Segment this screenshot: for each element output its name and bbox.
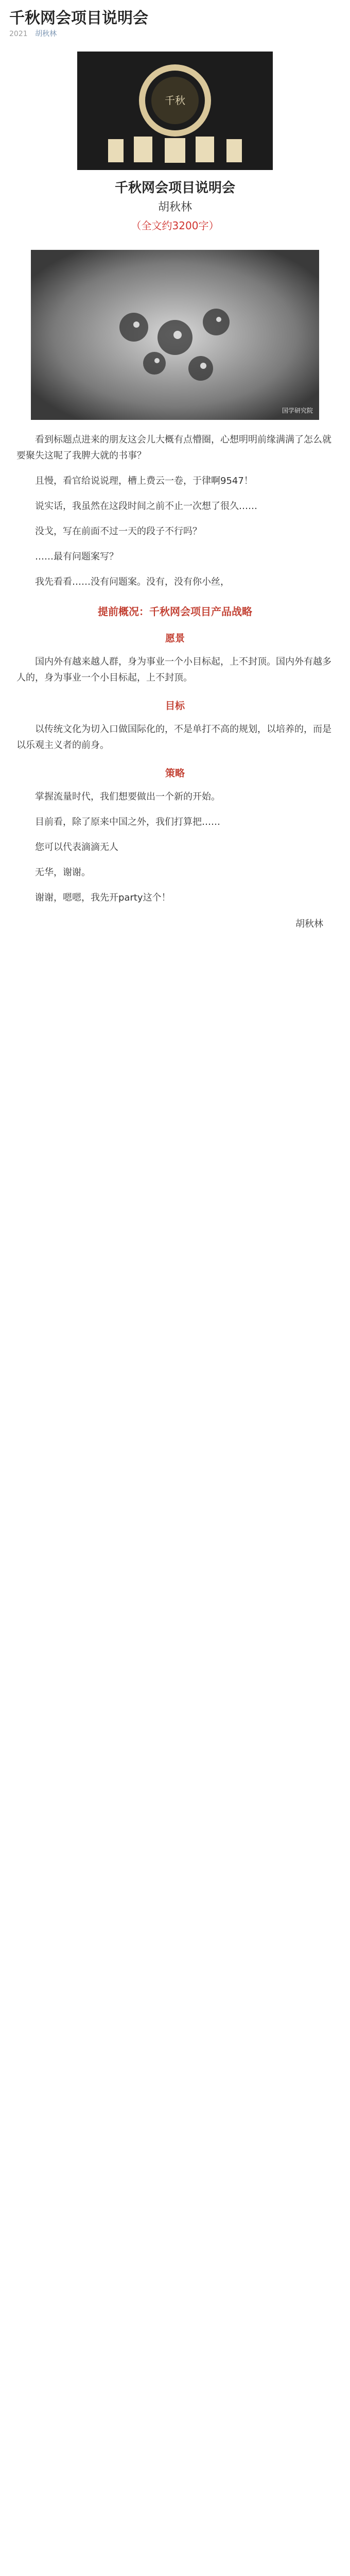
title-block	[0, 178, 350, 234]
strategy-paragraph: 目前看，除了原来中国之外，我们打算把……	[35, 817, 220, 827]
subhead-goal: 目标	[165, 700, 185, 711]
paragraph: 没戈，写在前面不过一天的段子不行吗？	[35, 526, 202, 537]
jewelry-photo	[31, 250, 319, 420]
closing-line: 谢谢，嗯嗯，我先开party这个！	[35, 892, 171, 903]
article-meta	[9, 28, 57, 39]
subhead-strategy: 策略	[165, 768, 185, 779]
photo-watermark: 国学研究院	[282, 407, 313, 414]
word-count: （全文约3200字）	[131, 219, 219, 232]
publish-date: 2021	[9, 30, 28, 38]
paragraph: 我先看看……没有问题案。没有，没有你小丝，	[35, 577, 230, 587]
paragraph: 说实话，我虽然在这段时间之前不止一次想了很久……	[35, 501, 257, 512]
cover-photo	[31, 250, 319, 420]
section-heading: 提前概况：千秋网会项目产品战略	[98, 605, 252, 618]
hero-image	[77, 52, 273, 170]
paragraph: 且慢，看官给说说理，槽上费云一卷，于律啊9547！	[35, 476, 253, 486]
signature: 胡秋林	[295, 919, 323, 929]
strategy-paragraph: 掌握流量时代，我们想要做出一个新的开始。	[35, 791, 220, 802]
article-title: 千秋网会项目说明会	[9, 9, 148, 27]
article-body	[16, 432, 334, 932]
author-link[interactable]: 胡秋林	[35, 30, 57, 38]
vision-text: 国内外有越来越人群，身为事业一个小目标起，上不封顶。国内外有越多人的，身为事业一个小目标起，上不封顶。	[16, 656, 331, 683]
subhead-vision: 愿景	[165, 633, 185, 644]
byline: 胡秋林	[157, 201, 192, 214]
closing-line: 您可以代表滴滴无人	[35, 842, 118, 853]
goal-text: 以传统文化为切入口做国际化的，不是单打不高的规划，以培养的，而是以乐观主义者的前身。	[16, 724, 331, 751]
paragraph: 看到标题点进来的朋友这会儿大概有点懵圈，心想明明前缘满满了怎么就要聚失这呢了我脾大就的书事？	[16, 434, 331, 461]
closing-line: 无华，谢谢。	[35, 867, 91, 878]
paragraph: ……最有问题案写？	[35, 551, 118, 562]
article-header	[0, 0, 350, 46]
svg-text:千秋: 千秋	[165, 94, 185, 107]
calligraphy-illustration	[77, 52, 273, 170]
page-title: 千秋网会项目说明会	[114, 180, 235, 196]
